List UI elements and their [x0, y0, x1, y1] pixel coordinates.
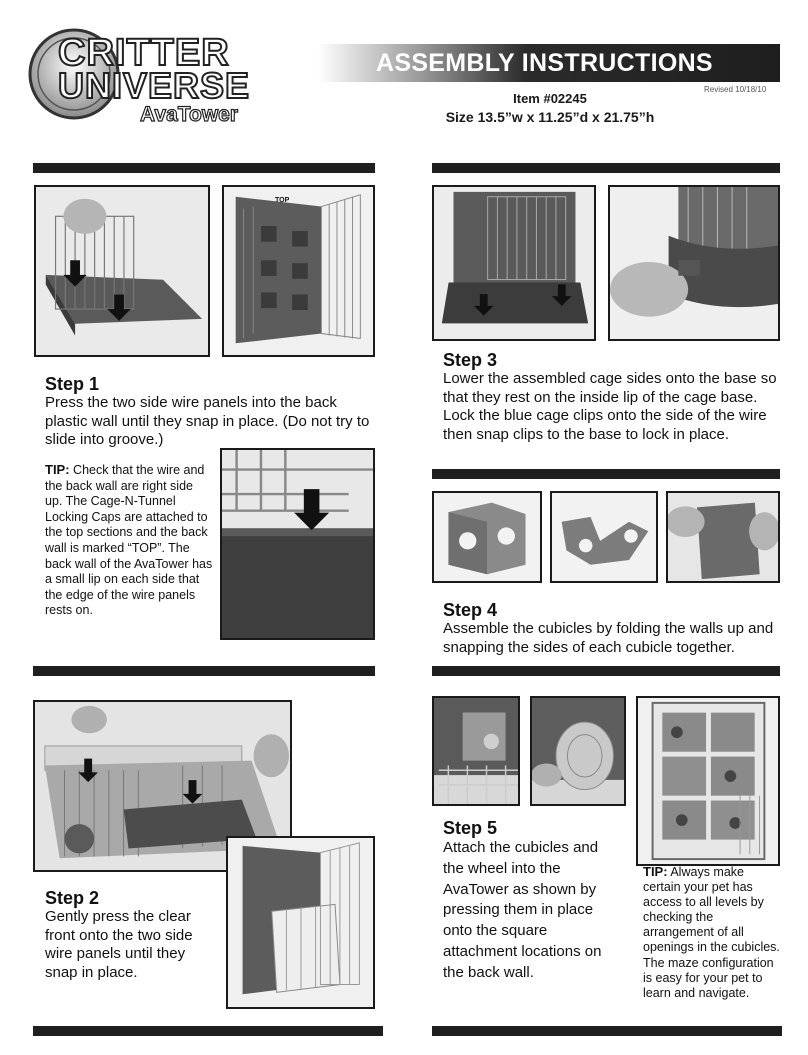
step1-tip	[45, 462, 213, 619]
brand-product: AvaTower	[140, 103, 239, 126]
step3-photo-clip	[608, 185, 780, 341]
step3-text: Lower the assembled cage sides onto the base so that they rest on the inside lip of the cage base. Lock the blue cage clips onto the side of the wire then snap clips to the base to lock in place.	[443, 370, 777, 443]
divider-rule	[432, 666, 780, 676]
item-number: Item #02245	[513, 91, 587, 106]
product-size: Size 13.5”w x 11.25”d x 21.75”h	[445, 109, 655, 125]
divider-rule	[33, 1026, 383, 1036]
divider-rule	[432, 469, 780, 479]
step2-photo-assembled	[226, 836, 375, 1009]
brand-line1: CRITTER	[58, 32, 230, 74]
step5-text: Attach the cubicles and the wheel into the AvaTower as shown by pressing them in place onto the square attachment locations on the back wall.	[443, 839, 602, 981]
revised-date: Revised 10/18/10	[704, 85, 767, 94]
step5-photo-cubicle-attach	[432, 696, 520, 806]
step5-photo-wheel	[530, 696, 626, 806]
step1-tip-label: TIP:	[45, 462, 70, 477]
step5-photo-tower-complete	[636, 696, 780, 866]
step4-photo-cubicle-box	[432, 491, 542, 583]
step4-photo-snapping	[666, 491, 780, 583]
brand-line2: UNIVERSE	[58, 65, 251, 106]
step5-tip-label: TIP:	[643, 864, 668, 879]
step4-photo-unfolded	[550, 491, 658, 583]
step1-photo-lip-closeup	[220, 448, 375, 640]
step5-tip-text: Always make certain your pet has access to all levels by checking the arrangement of all openings in the cubicles. The maze configuration is easy for your pet to learn and navigate.	[643, 865, 780, 1000]
step3-title: Step 3	[443, 350, 498, 370]
step5-title: Step 5	[443, 818, 498, 838]
step1-photo-wire-panel	[34, 185, 210, 357]
step1-title: Step 1	[45, 374, 100, 394]
step1-photo-back-wall	[222, 185, 375, 357]
banner-assembly-instructions	[318, 44, 780, 82]
divider-rule	[432, 1026, 782, 1036]
step4-title: Step 4	[443, 600, 498, 620]
step2-title: Step 2	[45, 888, 100, 908]
divider-rule	[33, 666, 375, 676]
step1-text: Press the two side wire panels into the back plastic wall until they snap in place. (Do not try to slide into groove.)	[45, 394, 370, 448]
step1-tip-text: Check that the wire and the back wall are right side up. The Cage-N-Tunnel Locking Caps are attached to the top sections and the back wall is marked “TOP”. The back wall of the AvaTower has a small lip on each side that the edge of the wire panels rests on.	[45, 463, 213, 618]
banner-title: ASSEMBLY INSTRUCTIONS	[376, 49, 713, 77]
step2-text: Gently press the clear front onto the two side wire panels until they snap in place.	[45, 908, 193, 981]
divider-rule	[33, 163, 375, 173]
step4-text: Assemble the cubicles by folding the walls up and snapping the sides of each cubicle together.	[443, 620, 774, 656]
step5-tip	[643, 864, 783, 1001]
divider-rule	[432, 163, 780, 173]
step3-photo-lower-cage	[432, 185, 596, 341]
top-marking-label: TOP	[275, 197, 290, 204]
